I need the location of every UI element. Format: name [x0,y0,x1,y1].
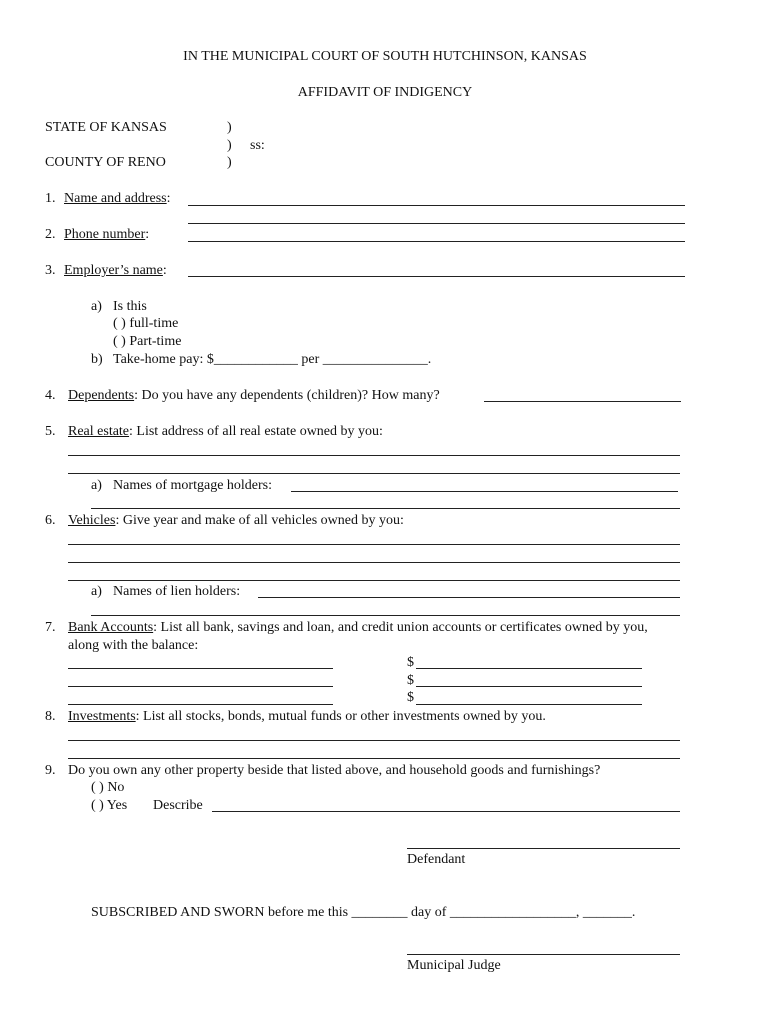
bank-account-line-1[interactable] [68,668,333,669]
sworn-statement: SUBSCRIBED AND SWORN before me this ________ day of __________________, _______. [91,905,636,920]
mortgage-holders-line-1[interactable] [291,491,678,492]
document-title: AFFIDAVIT OF INDIGENCY [297,85,473,100]
balance-dollar-1: $ [407,655,414,670]
defendant-label: Defendant [407,852,466,867]
q6a-text: Names of lien holders: [113,584,241,599]
mortgage-holders-line-2[interactable] [91,508,680,509]
q9-question: Do you own any other property beside that listed above, and household goods and furnishings? [68,763,601,778]
q3-label: Employer’s name: [64,263,167,278]
other-property-no-option[interactable]: ( ) No [91,780,125,795]
q8-number: 8. [45,709,56,724]
caption-paren-2: ) [227,138,232,153]
q1-number: 1. [45,191,56,206]
q6-number: 6. [45,513,56,528]
q1-label: Name and address: [64,191,171,206]
q2-number: 2. [45,227,56,242]
describe-line[interactable] [212,811,680,812]
dependents-count-line[interactable] [484,401,681,402]
judge-signature-line[interactable] [407,954,680,955]
vehicles-line-1[interactable] [68,544,680,545]
balance-line-3[interactable] [416,704,642,705]
q2-label: Phone number: [64,227,150,242]
q6a-label: a) [91,584,102,599]
phone-number-line[interactable] [188,241,685,242]
bank-account-line-3[interactable] [68,704,333,705]
q6-question: Vehicles: Give year and make of all vehicles owned by you: [68,513,404,528]
balance-dollar-2: $ [407,673,414,688]
county-label: COUNTY OF RENO [45,155,166,170]
q4-number: 4. [45,388,56,403]
caption-paren-1: ) [227,120,232,135]
q3a-label: a) [91,299,102,314]
q3a-text: Is this [113,299,147,314]
municipal-judge-label: Municipal Judge [407,958,501,973]
real-estate-line-1[interactable] [68,455,680,456]
q5-number: 5. [45,424,56,439]
describe-label: Describe [153,798,203,813]
q5a-text: Names of mortgage holders: [113,478,273,493]
q7-question: Bank Accounts: List all bank, savings and loan, and credit union accounts or certificates owned by you, [68,620,648,635]
q3-number: 3. [45,263,56,278]
balance-line-2[interactable] [416,686,642,687]
q5a-label: a) [91,478,102,493]
other-property-yes-option[interactable]: ( ) Yes [91,798,128,813]
ss-label: ss: [250,138,265,153]
q9-number: 9. [45,763,56,778]
fulltime-option[interactable]: ( ) full-time [113,316,179,331]
q4-question: Dependents: Do you have any dependents (children)? How many? [68,388,440,403]
q3b-label: b) [91,352,103,367]
defendant-signature-line[interactable] [407,848,680,849]
court-heading: IN THE MUNICIPAL COURT OF SOUTH HUTCHINSON, KANSAS [183,49,587,64]
q8-question: Investments: List all stocks, bonds, mutual funds or other investments owned by you. [68,709,546,724]
state-label: STATE OF KANSAS [45,120,167,135]
takehome-pay-field[interactable]: Take-home pay: $____________ per _______________. [113,352,432,367]
vehicles-line-3[interactable] [68,580,680,581]
name-address-line-1[interactable] [188,205,685,206]
investments-line-1[interactable] [68,740,680,741]
lien-holders-line-2[interactable] [91,615,680,616]
bank-account-line-2[interactable] [68,686,333,687]
parttime-option[interactable]: ( ) Part-time [113,334,182,349]
vehicles-line-2[interactable] [68,562,680,563]
q7-question-cont: along with the balance: [68,638,199,653]
caption-paren-3: ) [227,155,232,170]
lien-holders-line-1[interactable] [258,597,680,598]
name-address-line-2[interactable] [188,223,685,224]
balance-line-1[interactable] [416,668,642,669]
q7-number: 7. [45,620,56,635]
employer-name-line[interactable] [188,276,685,277]
investments-line-2[interactable] [68,758,680,759]
balance-dollar-3: $ [407,690,414,705]
real-estate-line-2[interactable] [68,473,680,474]
q5-question: Real estate: List address of all real estate owned by you: [68,424,383,439]
